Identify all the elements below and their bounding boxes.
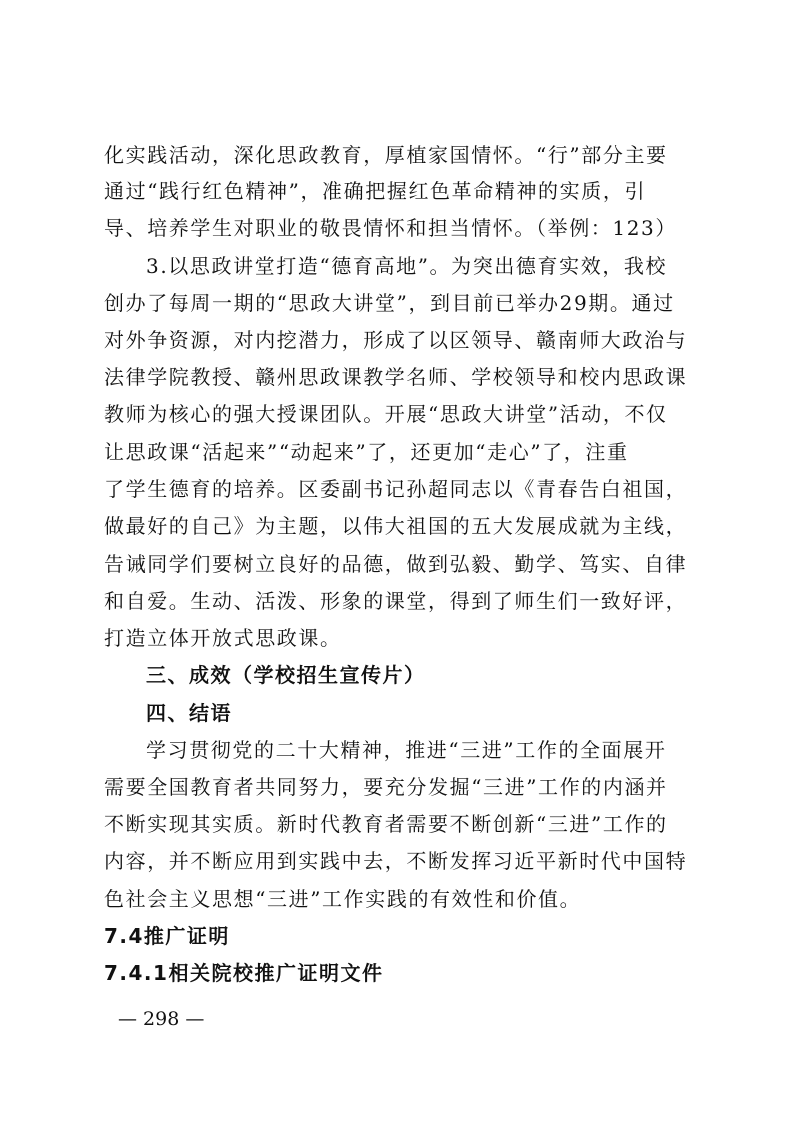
- paragraph-line: 做最好的自己》为主题，以伟大祖国的五大发展成就为主线，: [104, 514, 688, 538]
- paragraph-line: 化实践活动，深化思政教育，厚植家国情怀。“行”部分主要: [104, 143, 668, 167]
- paragraph-line: 教师为核心的强大授课团队。开展“思政大讲堂”活动，不仅: [104, 402, 668, 426]
- paragraph-line: 告诫同学们要树立良好的品德，做到弘毅、勤学、笃实、自律: [104, 552, 688, 576]
- section-heading-7-4: 7.4推广证明: [104, 924, 230, 948]
- paragraph-line: 需要全国教育者共同努力，要充分发掘“三进”工作的内涵并: [104, 775, 668, 799]
- paragraph-line: 导、培养学生对职业的敬畏情怀和担当情怀。（举例：123）: [104, 216, 677, 240]
- paragraph-line: 了学生德育的培养。区委副书记孙超同志以《青春告白祖国，: [104, 477, 688, 501]
- paragraph-first-line: 3.以思政讲堂打造“德育高地”。为突出德育实效，我校: [146, 254, 668, 278]
- section-heading-conclusion: 四、结语: [146, 701, 232, 725]
- paragraph-line: 法律学院教授、赣州思政课教学名师、学校领导和校内思政课: [104, 365, 688, 389]
- section-heading-7-4-1: 7.4.1相关院校推广证明文件: [104, 961, 384, 985]
- page-number: — 298 —: [118, 1008, 205, 1030]
- paragraph-line: 内容，并不断应用到实践中去，不断发挥习近平新时代中国特: [104, 849, 688, 873]
- section-heading-results: 三、成效（学校招生宣传片）: [146, 663, 426, 687]
- paragraph-line: 创办了每周一期的“思政大讲堂”，到目前已举办29期。通过: [104, 291, 675, 315]
- paragraph-line: 对外争资源，对内挖潜力，形成了以区领导、赣南师大政治与: [104, 328, 688, 352]
- paragraph-line: 打造立体开放式思政课。: [104, 626, 342, 650]
- paragraph-line: 不断实现其实质。新时代教育者需要不断创新“三进”工作的: [104, 812, 668, 836]
- paragraph-line: 通过“践行红色精神”，准确把握红色革命精神的实质，引: [104, 179, 647, 203]
- paragraph-line: 和自爱。生动、活泼、形象的课堂，得到了师生们一致好评，: [104, 589, 688, 613]
- paragraph-first-line: 学习贯彻党的二十大精神，推进“三进”工作的全面展开: [146, 738, 667, 762]
- paragraph-line: 色社会主义思想“三进”工作实践的有效性和价值。: [104, 887, 582, 911]
- paragraph-line: 让思政课“活起来”“动起来”了，还更加“走心”了，注重: [104, 440, 629, 464]
